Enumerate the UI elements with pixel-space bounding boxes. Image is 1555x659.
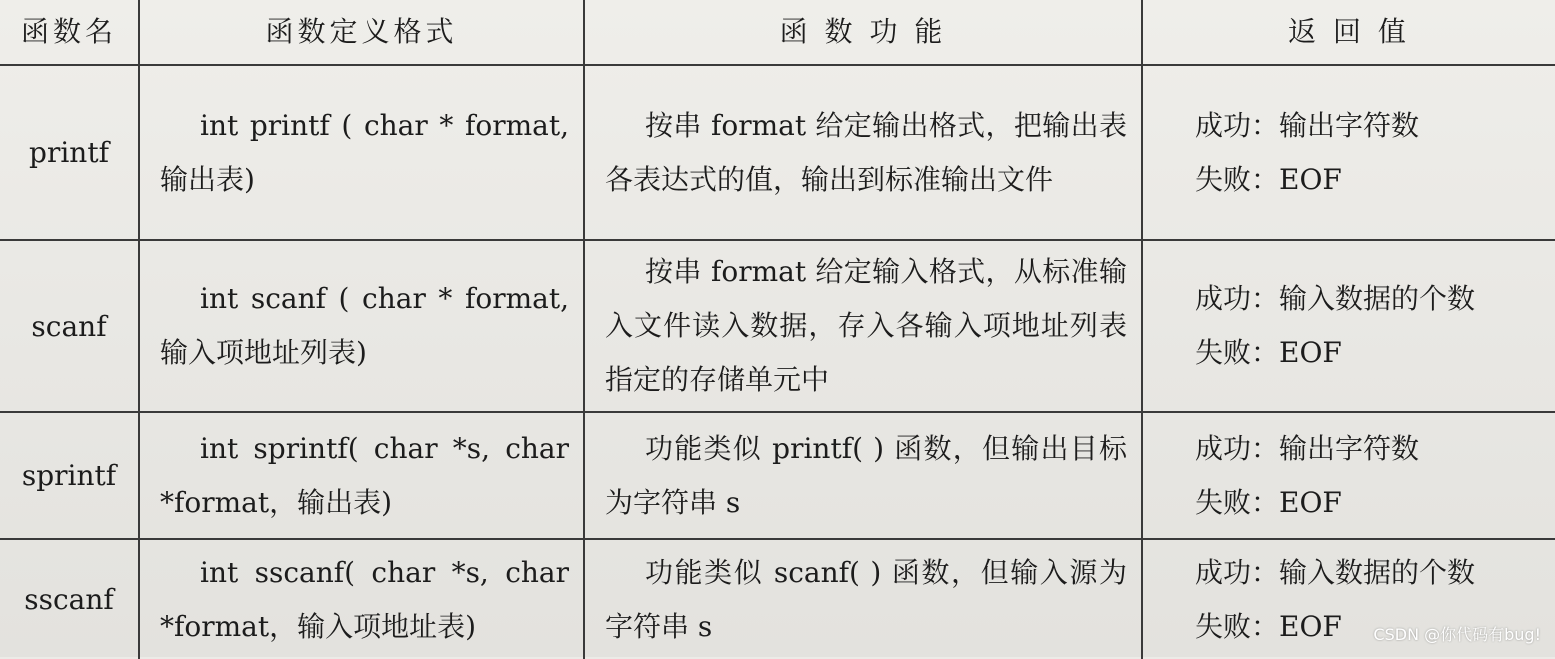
return-success: 成功：输入数据的个数 [1195,282,1476,315]
definition-cell [139,240,584,412]
definition-text: int scanf ( char * format, 输入项地址列表) [160,282,569,369]
table-row [0,539,1555,659]
return-failure: 失败：EOF [1195,609,1342,643]
function-cell [584,539,1142,659]
table-row [0,412,1555,539]
return-failure: 失败：EOF [1195,162,1342,196]
header-return-value: 返 回 值 [1142,0,1555,65]
function-name-cell: sscanf [0,539,139,659]
return-success: 成功：输入数据的个数 [1195,555,1476,589]
function-name-cell: printf [0,65,139,240]
function-text: 功能类似 printf( ) 函数，但输出目标为字符串 s [605,431,1127,519]
header-function-name: 函数名 [0,0,139,65]
table-row [0,240,1555,412]
return-success: 成功：输出字符数 [1195,108,1420,142]
return-failure: 失败：EOF [1195,485,1342,519]
function-cell [584,65,1142,240]
function-cell [584,412,1142,539]
definition-text: int printf ( char * format, 输出表) [160,108,569,196]
table-header-row [0,0,1555,65]
definition-cell [139,539,584,659]
csdn-watermark: CSDN @你代码有bug! [1373,625,1541,644]
function-text: 按串 format 给定输入格式，从标准输入文件读入数据，存入各输入项地址列表指定的存储单元中 [605,255,1127,396]
return-success: 成功：输出字符数 [1195,431,1420,465]
definition-text: int sscanf( char *s, char *format，输入项地址表) [160,555,569,643]
header-function-description: 函 数 功 能 [584,0,1142,65]
header-definition-format: 函数定义格式 [139,0,584,65]
function-text: 功能类似 scanf( ) 函数，但输入源为字符串 s [605,555,1127,643]
return-cell [1142,240,1555,412]
table-row [0,65,1555,240]
return-failure: 失败：EOF [1195,336,1342,369]
return-cell [1142,412,1555,539]
function-name-cell: scanf [0,240,139,412]
definition-text: int sprintf( char *s, char *format，输出表) [160,431,569,519]
return-cell [1142,65,1555,240]
definition-cell [139,65,584,240]
function-text: 按串 format 给定输出格式，把输出表各表达式的值，输出到标准输出文件 [605,108,1127,196]
function-name-cell: sprintf [0,412,139,539]
definition-cell [139,412,584,539]
function-cell [584,240,1142,412]
